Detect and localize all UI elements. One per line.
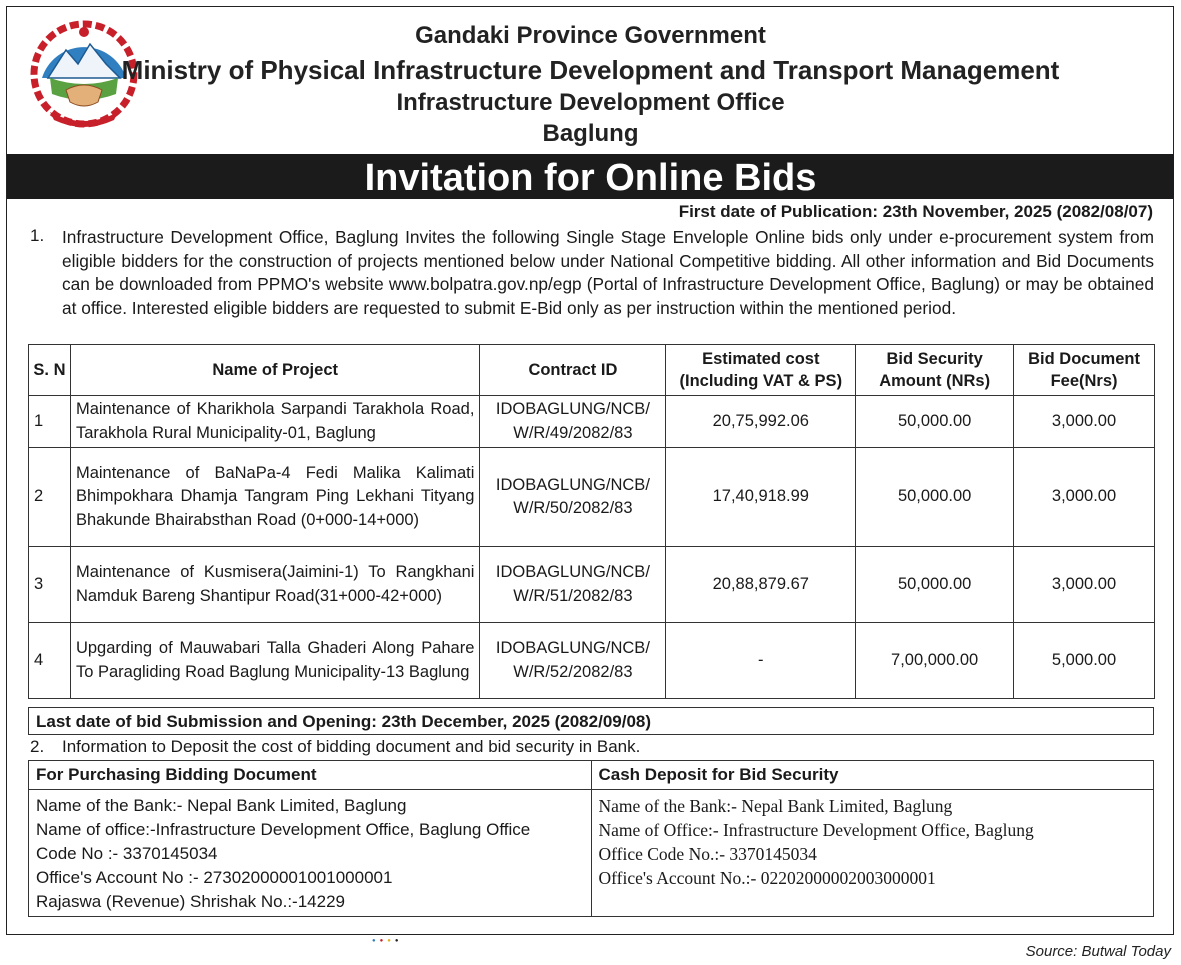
header-contract-id: Contract ID [480,345,666,396]
row-document-fee: 3,000.00 [1014,396,1155,448]
bid-table-header [29,345,1155,396]
row-contract-id: IDOBAGLUNG/NCB/ W/R/49/2082/83 [480,396,666,448]
notice-title-banner: Invitation for Online Bids [7,154,1174,199]
bank-info-table [28,760,1154,917]
office-heading: Infrastructure Development Office [396,89,785,116]
row-document-fee: 3,000.00 [1014,547,1155,623]
row-estimated-cost: 20,88,879.67 [666,547,856,623]
deposit-bank-name: Name of the Bank:- Nepal Bank Limited, Baglung [598,796,953,816]
table-row [29,396,1155,448]
row-project: Maintenance of Kharikhola Sarpandi Tarakhola Road, Tarakhola Rural Municipality-01, Baglung [70,396,479,448]
row-sn: 1 [29,396,71,448]
row-sn: 2 [29,448,71,547]
last-submission-date: Last date of bid Submission and Opening: 23th December, 2025 (2082/09/08) [28,707,1154,735]
row-estimated-cost: 20,75,992.06 [666,396,856,448]
publication-date: First date of Publication: 23th November, 2025 (2082/08/07) [678,202,1153,221]
bid-security-deposit-header: Cash Deposit for Bid Security [591,761,1154,790]
paragraph-1-text: Infrastructure Development Office, Baglung Invites the following Single Stage Envelople Online bids only under e-procurement system from eligible bidders for the construction of projects mentioned below under National Competitive bidding. All other information and Bid Documents can be downloaded from PPMO's website www.bolpatra.gov.np/egp (Portal of Infrastructure Development Office, Baglung) or may be obtained at office. Interested eligible bidders are requested to submit E-Bid only as per instruction within the mentioned period. [62,227,1154,318]
row-bid-security: 50,000.00 [856,396,1014,448]
row-contract-id: IDOBAGLUNG/NCB/ W/R/52/2082/83 [480,623,666,699]
row-document-fee: 3,000.00 [1014,448,1155,547]
header-project: Name of Project [70,345,479,396]
deposit-office-name: Name of Office:- Infrastructure Development Office, Baglung [598,820,1034,840]
purchase-code-no: Code No :- 3370145034 [36,844,218,863]
security-deposit-details [591,790,1154,917]
purchase-document-details [29,790,592,917]
paragraph-2-text: Information to Deposit the cost of bidding document and bid security in Bank. [62,737,641,756]
row-sn: 3 [29,547,71,623]
header-document-fee: Bid Document Fee(Nrs) [1014,345,1155,396]
source-credit: Source: Butwal Today [1025,943,1171,960]
row-contract-id: IDOBAGLUNG/NCB/ W/R/51/2082/83 [480,547,666,623]
row-bid-security: 50,000.00 [856,448,1014,547]
row-bid-security: 50,000.00 [856,547,1014,623]
row-estimated-cost: - [666,623,856,699]
purchase-account-no: Office's Account No :- 27302000001001000001 [36,868,393,887]
header-bid-security: Bid Security Amount (NRs) [856,345,1014,396]
table-row [29,448,1155,547]
bank-details-row [29,790,1154,917]
government-heading: Gandaki Province Government [415,22,766,49]
header-sn: S. N [29,345,71,396]
paragraph-2-number: 2. [30,737,45,756]
row-estimated-cost: 17,40,918.99 [666,448,856,547]
row-contract-id: IDOBAGLUNG/NCB/ W/R/50/2082/83 [480,448,666,547]
deposit-office-code: Office Code No.:- 3370145034 [598,844,817,864]
location-heading: Baglung [542,120,639,147]
row-project: Maintenance of Kusmisera(Jaimini-1) To Rangkhani Namduk Bareng Shantipur Road(31+000-42+000) [70,547,479,623]
deposit-account-no: Office's Account No.:- 02202000002003000001 [598,868,936,888]
table-row [29,547,1155,623]
row-project: Upgarding of Mauwabari Talla Ghaderi Along Pahare To Paragliding Road Baglung Municipality-13 Baglung [70,623,479,699]
bank-table-header [29,761,1154,790]
decorative-dots: ●●●● [372,938,403,944]
row-document-fee: 5,000.00 [1014,623,1155,699]
purchase-office-name: Name of office:-Infrastructure Development Office, Baglung Office [36,820,531,839]
paragraph-1-number: 1. [30,226,45,245]
row-sn: 4 [29,623,71,699]
bid-table [28,344,1155,699]
purchase-document-header: For Purchasing Bidding Document [29,761,592,790]
table-row [29,623,1155,699]
purchase-revenue-no: Rajaswa (Revenue) Shrishak No.:-14229 [36,892,345,911]
ministry-heading: Ministry of Physical Infrastructure Development and Transport Management [121,55,1060,85]
row-project: Maintenance of BaNaPa-4 Fedi Malika Kalimati Bhimpokhara Dhamja Tangram Ping Lekhani Tityang Bhakunde Bhairabsthan Road (0+000-14+000) [70,448,479,547]
row-bid-security: 7,00,000.00 [856,623,1014,699]
header-estimated-cost: Estimated cost (Including VAT & PS) [666,345,856,396]
purchase-bank-name: Name of the Bank:- Nepal Bank Limited, Baglung [36,796,407,815]
